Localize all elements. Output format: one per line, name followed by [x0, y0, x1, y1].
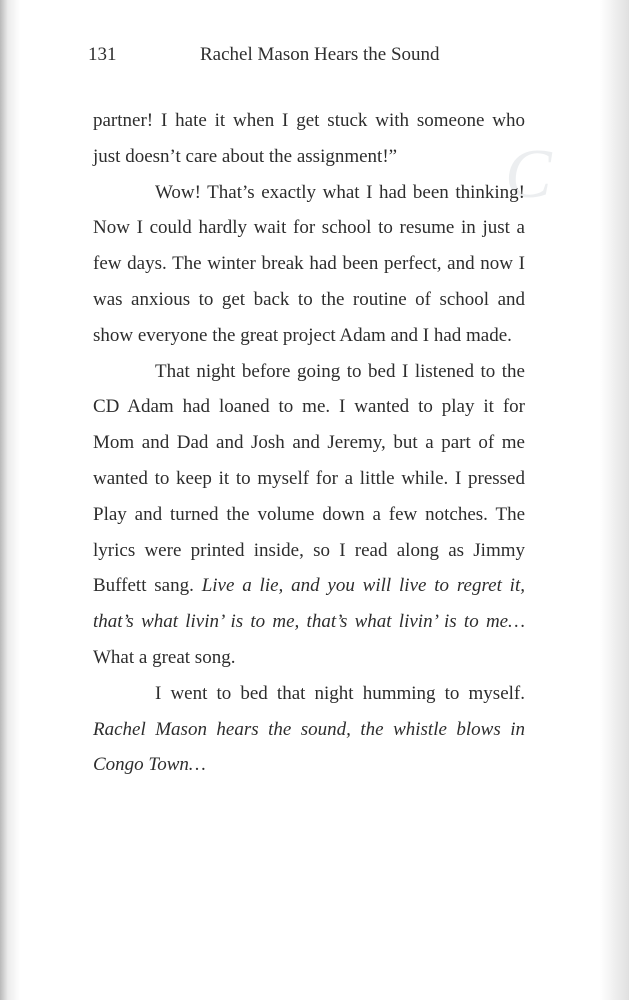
body-text	[93, 103, 525, 783]
page-binding-edge	[0, 0, 8, 1000]
paragraph-text: I went to bed that night humming to myself.	[155, 682, 525, 704]
page-number: 131	[88, 44, 117, 65]
show-through-mark: C	[505, 136, 552, 213]
running-title: Rachel Mason Hears the Sound	[200, 44, 440, 65]
song-lyric: Rachel Mason hears the sound, the whistle blows in Congo Town…	[93, 718, 525, 776]
paragraph-text: What a great song.	[93, 646, 236, 668]
paragraph	[93, 354, 525, 676]
paragraph-text: That night before going to bed I listened to the CD Adam had loaned to me. I wanted to play it for Mom and Dad and Josh and Jeremy, but a part of me wanted to keep it to myself for a little while. I pressed Play and turned the volume down a few notches. The lyrics were printed inside, so I read along as Jimmy Buffett sang.	[93, 360, 525, 597]
song-lyric: Live a lie, and you will live to regret it, that’s what livin’ is to me, that’s what livin’ is to me…	[93, 575, 525, 633]
paragraph	[93, 676, 525, 783]
paragraph: partner! I hate it when I get stuck with someone who just doesn’t care about the assignment!”	[93, 110, 525, 167]
paragraph: Wow! That’s exactly what I had been thinking! Now I could hardly wait for school to resume in just a few days. The winter break had been perfect, and now I was anxious to get back to the routine of school and show everyone the great project Adam and I had made.	[93, 181, 525, 346]
